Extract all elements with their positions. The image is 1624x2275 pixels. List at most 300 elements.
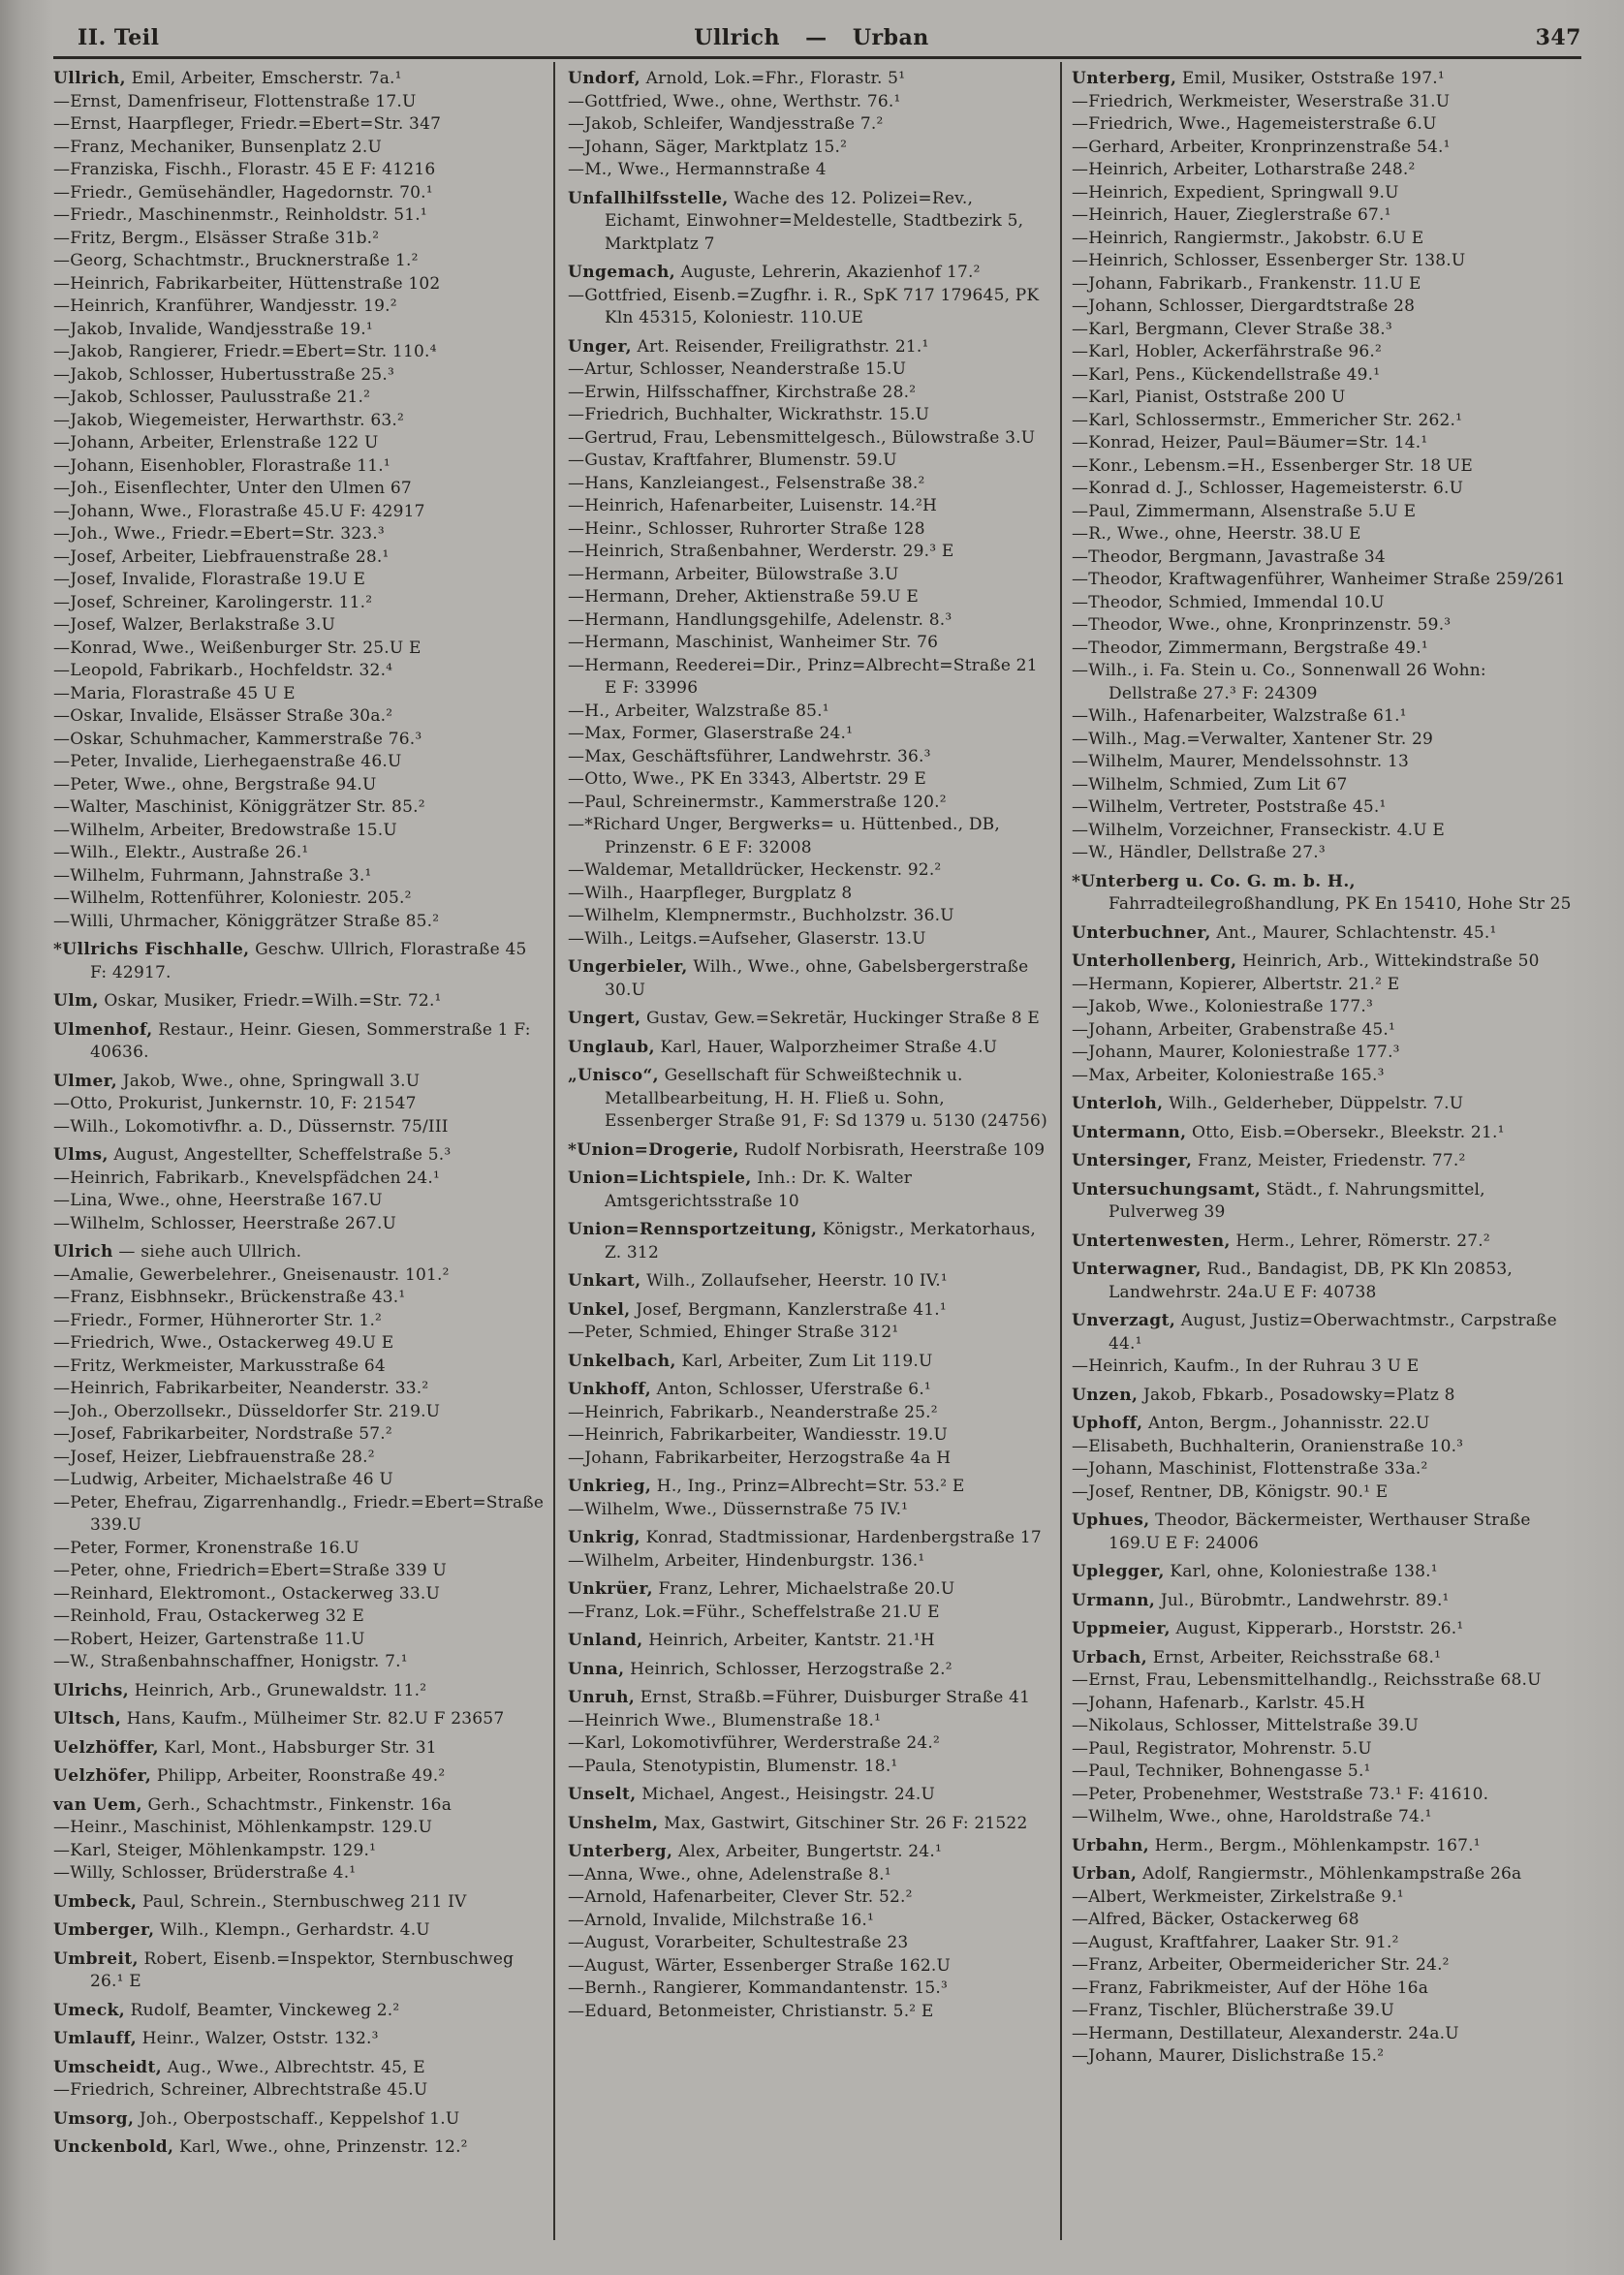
directory-entry: Union=Lichtspiele, Inh.: Dr. K. Walter Amtsgerichtsstraße 10	[568, 1169, 913, 1211]
directory-entry: Unselt, Michael, Angest., Heisingstr. 24.U	[568, 1785, 936, 1804]
directory-entry: —Jakob, Schleifer, Wandjesstraße 7.²	[568, 114, 884, 134]
entry-surname: Ungerbieler,	[568, 957, 688, 977]
directory-entry: Unkrig, Konrad, Stadtmissionar, Hardenbergstraße 17	[568, 1528, 1042, 1547]
entry-surname: Ulrichs,	[53, 1680, 130, 1700]
entry-surname: Uphues,	[1072, 1511, 1150, 1530]
directory-entry: —Franz, Mechaniker, Bunsenplatz 2.U	[53, 137, 382, 157]
directory-entry: —Heinrich, Fabrikarbeiter, Hüttenstraße 102	[53, 273, 441, 294]
directory-entry: —Johann, Maurer, Dislichstraße 15.²	[1072, 2046, 1385, 2066]
directory-entry: —Artur, Schlosser, Neanderstraße 15.U	[568, 359, 907, 379]
directory-entry: —Karl, Lokomotivführer, Werderstraße 24.²	[568, 1733, 940, 1753]
directory-entry: Untersuchungsamt, Städt., f. Nahrungsmittel, Pulverweg 39	[1072, 1179, 1485, 1222]
directory-entry: Uelzhöfer, Philipp, Arbeiter, Roonstraße 49.²	[53, 1766, 446, 1786]
directory-entry: Unterwagner, Rud., Bandagist, DB, PK Kln 20853, Landwehrstr. 24a.U E F: 40738	[1072, 1260, 1513, 1302]
directory-entry: —Theodor, Bergmann, Javastraße 34	[1072, 546, 1386, 567]
directory-entry: Ullrich, Emil, Arbeiter, Emscherstr. 7a.¹	[53, 69, 402, 88]
directory-entry: —Friedrich, Buchhalter, Wickrathstr. 15.U	[568, 405, 930, 424]
directory-entry: —Ernst, Haarpfleger, Friedr.=Ebert=Str. 347	[53, 114, 442, 134]
entry-surname: Unterloh,	[1072, 1094, 1164, 1113]
directory-entry: —Heinrich, Expedient, Springwall 9.U	[1072, 182, 1399, 203]
directory-entry: —Johann, Säger, Marktplatz 15.²	[568, 137, 848, 157]
directory-entry: —Josef, Invalide, Florastraße 19.U E	[53, 570, 366, 589]
directory-entry: Uplegger, Karl, ohne, Koloniestraße 138.¹	[1072, 1562, 1438, 1581]
directory-entry: —Heinrich, Fabrikarb., Knevelspfädchen 24.¹	[53, 1168, 441, 1188]
directory-entry: —H., Arbeiter, Walzstraße 85.¹	[568, 701, 829, 721]
directory-entry: —Albert, Werkmeister, Zirkelstraße 9.¹	[1072, 1886, 1404, 1907]
entry-surname: Ulms,	[53, 1145, 109, 1165]
directory-entry: —Paul, Techniker, Bohnengasse 5.¹	[1072, 1761, 1371, 1781]
directory-entry: —Wilhelm, Vertreter, Poststraße 45.¹	[1072, 797, 1387, 817]
directory-entry: —Wilhelm, Wwe., Düssernstraße 75 IV.¹	[568, 1499, 909, 1519]
directory-entry: —Gerhard, Arbeiter, Kronprinzenstraße 54.¹	[1072, 137, 1451, 157]
directory-entry: —Friedr., Former, Hühnerorter Str. 1.²	[53, 1310, 383, 1330]
directory-entry: —Wilh., Leitgs.=Aufseher, Glaserstr. 13.U	[568, 928, 926, 949]
directory-entry: Ulm, Oskar, Musiker, Friedr.=Wilh.=Str. 72.¹	[53, 991, 442, 1011]
directory-entry: —Anna, Wwe., ohne, Adelenstraße 8.¹	[568, 1864, 891, 1885]
directory-entry: Ungerbieler, Wilh., Wwe., ohne, Gabelsbergerstraße 30.U	[568, 957, 1029, 1000]
directory-entry: Unkelbach, Karl, Arbeiter, Zum Lit 119.U	[568, 1351, 933, 1371]
directory-entry: Unterberg, Emil, Musiker, Oststraße 197.¹	[1072, 69, 1445, 88]
directory-entry: —Oskar, Schuhmacher, Kammerstraße 76.³	[53, 729, 422, 749]
directory-entry: —Paula, Stenotypistin, Blumenstr. 18.¹	[568, 1756, 898, 1776]
entry-surname: Union=Lichtspiele,	[568, 1169, 752, 1188]
entry-surname: Umsorg,	[53, 2108, 135, 2129]
entry-surname: *Ullrichs Fischhalle,	[53, 940, 250, 959]
entry-surname: Ullrich,	[53, 69, 126, 88]
directory-entry: —Jakob, Wwe., Koloniestraße 177.³	[1072, 997, 1373, 1016]
directory-entry: —Willi, Uhrmacher, Königgrätzer Straße 85.²	[53, 911, 440, 931]
directory-entry: —Robert, Heizer, Gartenstraße 11.U	[53, 1629, 365, 1649]
directory-entry: —Johann, Arbeiter, Grabenstraße 45.¹	[1072, 1019, 1396, 1040]
directory-entry: —Gottfried, Eisenb.=Zugfhr. i. R., SpK 717 179645, PK Kln 45315, Koloniestr. 110.UE	[568, 285, 1040, 327]
directory-entry: —Eduard, Betonmeister, Christianstr. 5.² E	[568, 2001, 934, 2021]
directory-entry: —Arnold, Hafenarbeiter, Clever Str. 52.²	[568, 1887, 913, 1907]
directory-entry: Uphues, Theodor, Bäckermeister, Werthauser Straße 169.U E F: 24006	[1072, 1511, 1531, 1553]
directory-entry: Unterloh, Wilh., Gelderheber, Düppelstr. 7.U	[1072, 1094, 1464, 1113]
directory-entry: —Josef, Rentner, DB, Königstr. 90.¹ E	[1072, 1481, 1389, 1502]
entry-surname: Unterbuchner,	[1072, 922, 1211, 943]
directory-entry: —Johann, Arbeiter, Erlenstraße 122 U	[53, 433, 379, 452]
directory-entry: —Karl, Pianist, Oststraße 200 U	[1072, 388, 1346, 407]
entry-surname: Ulm,	[53, 991, 99, 1011]
directory-entry: —Josef, Heizer, Liebfrauenstraße 28.²	[53, 1447, 375, 1467]
directory-entry: —Heinrich, Kaufm., In der Ruhrau 3 U E	[1072, 1356, 1420, 1376]
directory-entry: —Gustav, Kraftfahrer, Blumenstr. 59.U	[568, 451, 897, 470]
entry-surname: Untermann,	[1072, 1122, 1187, 1142]
directory-entry: Unterberg, Alex, Arbeiter, Bungertstr. 24.¹	[568, 1842, 942, 1861]
directory-entry: —Johann, Maschinist, Flottenstraße 33a.²	[1072, 1459, 1428, 1479]
directory-entry: —Wilh., Lokomotivfhr. a. D., Düssernstr. 75/III	[53, 1116, 449, 1137]
directory-entry: —Friedr., Gemüsehändler, Hagedornstr. 70.¹	[53, 182, 433, 203]
directory-entry: —August, Kraftfahrer, Laaker Str. 91.²	[1072, 1932, 1399, 1952]
directory-entry: Undorf, Arnold, Lok.=Fhr., Florastr. 5¹	[568, 69, 906, 88]
directory-entry: —Heinrich, Arbeiter, Lotharstraße 248.²	[1072, 160, 1416, 179]
directory-entry: —Willy, Schlosser, Brüderstraße 4.¹	[53, 1863, 357, 1883]
directory-entry: —Konrad, Wwe., Weißenburger Str. 25.U E	[53, 638, 422, 658]
entry-surname: Ungert,	[568, 1009, 641, 1028]
directory-entry: —Jakob, Schlosser, Paulusstraße 21.²	[53, 388, 371, 407]
directory-entry: —Karl, Steiger, Möhlenkampstr. 129.¹	[53, 1840, 377, 1860]
directory-entry: —Friedr., Maschinenmstr., Reinholdstr. 51.¹	[53, 205, 427, 225]
directory-entry: Union=Rennsportzeitung, Königstr., Merkatorhaus, Z. 312	[568, 1220, 1036, 1262]
entry-surname: Uplegger,	[1072, 1562, 1165, 1581]
directory-entry: —Hermann, Arbeiter, Bülowstraße 3.U	[568, 564, 899, 584]
directory-entry: —Johann, Maurer, Koloniestraße 177.³	[1072, 1043, 1400, 1062]
directory-entry: —Oskar, Invalide, Elsässer Straße 30a.²	[53, 706, 393, 726]
entry-surname: Unglaub,	[568, 1037, 655, 1057]
directory-entry: —Karl, Schlossermstr., Emmericher Str. 262.¹	[1072, 410, 1463, 430]
column-divider-1	[553, 62, 555, 2240]
directory-entry: —Peter, Probenehmer, Weststraße 73.¹ F: 41610.	[1072, 1784, 1489, 1804]
directory-entry: —Theodor, Kraftwagenführer, Wanheimer Straße 259/261	[1072, 570, 1566, 589]
directory-entry: Unterhollenberg, Heinrich, Arb., Wittekindstraße 50	[1072, 951, 1540, 971]
directory-entry: Urbahn, Herm., Bergm., Möhlenkampstr. 167.¹	[1072, 1835, 1481, 1855]
directory-entry: Uphoff, Anton, Bergm., Johannisstr. 22.U	[1072, 1414, 1430, 1433]
directory-entry: Unkhoff, Anton, Schlosser, Uferstraße 6.¹	[568, 1380, 931, 1399]
entry-surname: Unna,	[568, 1659, 625, 1679]
directory-entry: Uppmeier, August, Kipperarb., Horststr. 26.¹	[1072, 1619, 1464, 1638]
directory-entry: *Ullrichs Fischhalle, Geschw. Ullrich, Florastraße 45 F: 42917.	[53, 940, 527, 982]
directory-entry: —Nikolaus, Schlosser, Mittelstraße 39.U	[1072, 1716, 1420, 1735]
directory-entry: —Heinrich, Fabrikarb., Neanderstraße 25.²	[568, 1402, 938, 1422]
directory-entry: —Josef, Schreiner, Karolingerstr. 11.²	[53, 592, 373, 612]
entry-surname: Untersuchungsamt,	[1072, 1179, 1262, 1200]
entry-surname: Unzen,	[1072, 1385, 1139, 1405]
entry-surname: Urbahn,	[1072, 1835, 1150, 1855]
entry-surname: Unselt,	[568, 1785, 637, 1804]
entry-surname: Unkrüer,	[568, 1579, 653, 1599]
directory-entry: —Peter, Ehefrau, Zigarrenhandlg., Friedr.=Ebert=Straße 339.U	[53, 1492, 545, 1535]
directory-entry: —Max, Arbeiter, Koloniestraße 165.³	[1072, 1065, 1385, 1085]
entry-surname: Umbreit,	[53, 1948, 139, 1969]
directory-entry: Umbeck, Paul, Schrein., Sternbuschweg 211 IV	[53, 1891, 467, 1912]
directory-entry: Uelzhöffer, Karl, Mont., Habsburger Str. 31	[53, 1737, 437, 1758]
entry-surname: Unshelm,	[568, 1813, 659, 1833]
directory-entry: Unruh, Ernst, Straßb.=Führer, Duisburger Straße 41	[568, 1688, 1031, 1707]
directory-entry: Untertenwesten, Herm., Lehrer, Römerstr. 27.²	[1072, 1231, 1490, 1251]
directory-entry: —Josef, Walzer, Berlakstraße 3.U	[53, 615, 336, 635]
directory-entry: —Franziska, Fischh., Florastr. 45 E F: 41216	[53, 160, 436, 179]
directory-entry: Unger, Art. Reisender, Freiligrathstr. 21.¹	[568, 336, 929, 357]
directory-entry: Unglaub, Karl, Hauer, Walporzheimer Straße 4.U	[568, 1037, 998, 1057]
directory-entry: —Wilhelm, Rottenführer, Koloniestr. 205.²	[53, 888, 412, 908]
directory-entry: —Paul, Zimmermann, Alsenstraße 5.U E	[1072, 501, 1417, 521]
directory-entry: —W., Händler, Dellstraße 27.³	[1072, 843, 1326, 862]
directory-entry: —Karl, Pens., Kückendellstraße 49.¹	[1072, 364, 1381, 385]
directory-entry: —Heinrich, Straßenbahner, Werderstr. 29.³ E	[568, 542, 954, 561]
directory-entry: —Konr., Lebensm.=H., Essenberger Str. 18 UE	[1072, 455, 1473, 476]
directory-entry: —Konrad, Heizer, Paul=Bäumer=Str. 14.¹	[1072, 433, 1428, 452]
entry-surname: Unkrig,	[568, 1528, 640, 1547]
directory-entry: Unkrüer, Franz, Lehrer, Michaelstraße 20.U	[568, 1579, 955, 1599]
directory-entry: Ungert, Gustav, Gew.=Sekretär, Huckinger Straße 8 E	[568, 1009, 1040, 1028]
directory-entry: —*Richard Unger, Bergwerks= u. Hüttenbed., DB, Prinzenstr. 6 E F: 32008	[568, 815, 1000, 857]
directory-entry: —Karl, Hobler, Ackerfährstraße 96.²	[1072, 342, 1382, 361]
directory-entry: —August, Vorarbeiter, Schultestraße 23	[568, 1933, 909, 1952]
directory-entry: —Alfred, Bäcker, Ostackerweg 68	[1072, 1910, 1359, 1929]
entry-surname: Ulmenhof,	[53, 1019, 153, 1040]
directory-entry: Umscheidt, Aug., Wwe., Albrechtstr. 45, E	[53, 2057, 425, 2077]
entry-surname: Umlauff,	[53, 2029, 138, 2048]
directory-entry: Unterbuchner, Ant., Maurer, Schlachtenstr. 45.¹	[1072, 922, 1497, 943]
directory-entry: Unkel, Josef, Bergmann, Kanzlerstraße 41.¹	[568, 1299, 947, 1320]
entry-surname: Urban,	[1072, 1864, 1138, 1884]
directory-entry: —Ernst, Frau, Lebensmittelhandlg., Reichsstraße 68.U	[1072, 1670, 1542, 1690]
directory-entry: Ulmenhof, Restaur., Heinr. Giesen, Sommerstraße 1 F: 40636.	[53, 1019, 531, 1062]
directory-entry: —Heinrich, Hafenarbeiter, Luisenstr. 14.²H	[568, 496, 938, 515]
entry-surname: Untertenwesten,	[1072, 1231, 1231, 1251]
entry-surname: Unterberg,	[1072, 69, 1177, 88]
directory-entry: —Peter, Invalide, Lierhegaenstraße 46.U	[53, 752, 402, 771]
directory-entry: —Jakob, Wiegemeister, Herwarthstr. 63.²	[53, 410, 404, 430]
directory-entry: —Maria, Florastraße 45 U E	[53, 683, 296, 703]
directory-entry: —Wilhelm, Klempnermstr., Buchholzstr. 36.U	[568, 906, 954, 925]
directory-entry: —Wilh., Elektr., Austraße 26.¹	[53, 843, 309, 862]
entry-surname: „Unisco“,	[568, 1066, 659, 1085]
entry-surname: Ulrich	[53, 1242, 113, 1262]
entry-surname: *Union=Drogerie,	[568, 1139, 739, 1160]
directory-entry: —Heinr., Schlosser, Ruhrorter Straße 128	[568, 518, 925, 539]
directory-entry: —Hermann, Dreher, Aktienstraße 59.U E	[568, 587, 919, 607]
directory-entry: —Ernst, Damenfriseur, Flottenstraße 17.U	[53, 91, 417, 111]
directory-entry: —Elisabeth, Buchhalterin, Oranienstraße 10.³	[1072, 1436, 1464, 1456]
directory-entry: —Friedrich, Wwe., Ostackerweg 49.U E	[53, 1333, 394, 1353]
directory-entry: —Franz, Tischler, Blücherstraße 39.U	[1072, 2001, 1395, 2020]
directory-entry: —Johann, Schlosser, Diergardtstraße 28	[1072, 296, 1416, 316]
directory-entry: —Otto, Wwe., PK En 3343, Albertstr. 29 E	[568, 769, 926, 789]
directory-entry: Umsorg, Joh., Oberpostschaff., Keppelshof 1.U	[53, 2108, 460, 2129]
entry-surname: Unckenbold,	[53, 2137, 174, 2157]
directory-entry: —Paul, Schreinermstr., Kammerstraße 120.²	[568, 792, 947, 812]
directory-entry: —Karl, Bergmann, Clever Straße 38.³	[1072, 319, 1392, 339]
directory-entry: —August, Wärter, Essenberger Straße 162.U	[568, 1955, 951, 1976]
entry-surname: Undorf,	[568, 69, 641, 88]
directory-entry: —Wilh., Hafenarbeiter, Walzstraße 61.¹	[1072, 706, 1407, 726]
directory-entry: —Peter, Schmied, Ehinger Straße 312¹	[568, 1323, 899, 1342]
directory-entry: Unkart, Wilh., Zollaufseher, Heerstr. 10 IV.¹	[568, 1271, 948, 1291]
directory-entry: Urbach, Ernst, Arbeiter, Reichsstraße 68.¹	[1072, 1647, 1442, 1667]
directory-entry: —Reinhold, Frau, Ostackerweg 32 E	[53, 1606, 364, 1626]
directory-entry: *Unterberg u. Co. G. m. b. H., Fahrradteilegroßhandlung, PK En 15410, Hohe Str 25	[1072, 871, 1572, 914]
directory-entry: —R., Wwe., ohne, Heerstr. 38.U E	[1072, 524, 1361, 544]
header-rule	[53, 56, 1581, 59]
directory-entry: Untersinger, Franz, Meister, Friedenstr. 77.²	[1072, 1151, 1466, 1170]
directory-entry: —Theodor, Zimmermann, Bergstraße 49.¹	[1072, 638, 1428, 658]
directory-entry: —Max, Geschäftsführer, Landwehrstr. 36.³	[568, 746, 931, 766]
directory-entry: —Waldemar, Metalldrücker, Heckenstr. 92.²	[568, 860, 942, 880]
directory-entry: —Peter, ohne, Friedrich=Ebert=Straße 339 U	[53, 1561, 447, 1580]
directory-entry: —Jakob, Invalide, Wandjesstraße 19.¹	[53, 319, 373, 339]
directory-entry: —Johann, Fabrikarb., Frankenstr. 11.U E	[1072, 273, 1421, 294]
directory-entry: Umeck, Rudolf, Beamter, Vinckeweg 2.²	[53, 2000, 400, 2020]
directory-entry: —Hermann, Kopierer, Albertstr. 21.² E	[1072, 974, 1400, 994]
directory-entry: —Fritz, Werkmeister, Markusstraße 64	[53, 1356, 386, 1376]
directory-entry: —Friedrich, Wwe., Hagemeisterstraße 6.U	[1072, 114, 1437, 134]
entry-surname: Umeck,	[53, 2000, 126, 2020]
entry-surname: Uelzhöfer,	[53, 1766, 152, 1786]
entry-surname: Unverzagt,	[1072, 1311, 1176, 1330]
directory-entry: Umbreit, Robert, Eisenb.=Inspektor, Sternbuschweg 26.¹ E	[53, 1948, 515, 1991]
directory-column-2	[568, 62, 1052, 2023]
entry-surname: Uelzhöffer,	[53, 1737, 159, 1758]
directory-entry: —Wilh., Haarpfleger, Burgplatz 8	[568, 883, 853, 903]
directory-entry: —M., Wwe., Hermannstraße 4	[568, 160, 827, 179]
directory-entry: Ultsch, Hans, Kaufm., Mülheimer Str. 82.U F 23657	[53, 1709, 505, 1729]
directory-entry: Ulrichs, Heinrich, Arb., Grunewaldstr. 11.²	[53, 1680, 427, 1700]
directory-entry: Unzen, Jakob, Fbkarb., Posadowsky=Platz 8	[1072, 1385, 1455, 1405]
directory-entry: Ulmer, Jakob, Wwe., ohne, Springwall 3.U	[53, 1071, 421, 1091]
directory-entry: —Ludwig, Arbeiter, Michaelstraße 46 U	[53, 1470, 393, 1489]
directory-entry: Unfallhilfsstelle, Wache des 12. Polizei=Rev., Eichamt, Einwohner=Meldestelle, Stadtbezirk 5, Marktplatz 7	[568, 188, 1024, 254]
directory-entry: —Heinrich Wwe., Blumenstraße 18.¹	[568, 1710, 882, 1730]
directory-entry: —Hermann, Destillateur, Alexanderstr. 24a.U	[1072, 2023, 1459, 2043]
directory-entry: —Max, Former, Glaserstraße 24.¹	[568, 724, 854, 743]
directory-entry: —Peter, Former, Kronenstraße 16.U	[53, 1538, 359, 1558]
directory-entry: —Walter, Maschinist, Königgrätzer Str. 85.²	[53, 797, 425, 817]
directory-entry: Unkrieg, H., Ing., Prinz=Albrecht=Str. 53.² E	[568, 1477, 965, 1496]
directory-entry: —Amalie, Gewerbelehrer., Gneisenaustr. 101.²	[53, 1264, 450, 1285]
directory-entry: —Franz, Eisbhnsekr., Brückenstraße 43.¹	[53, 1288, 406, 1307]
directory-entry: —Johann, Hafenarb., Karlstr. 45.H	[1072, 1693, 1365, 1713]
directory-entry: —Otto, Prokurist, Junkernstr. 10, F: 21547	[53, 1094, 417, 1113]
directory-entry: Urban, Adolf, Rangiermstr., Möhlenkampstraße 26a	[1072, 1864, 1522, 1884]
directory-entry: —Hermann, Handlungsgehilfe, Adelenstr. 8.³	[568, 609, 953, 630]
directory-entry: —Lina, Wwe., ohne, Heerstraße 167.U	[53, 1191, 383, 1210]
directory-column-3	[1072, 62, 1577, 2069]
header-name-range: Ullrich — Urban	[694, 25, 929, 50]
directory-entry: —Wilhelm, Wwe., ohne, Haroldstraße 74.¹	[1072, 1807, 1432, 1826]
directory-entry: —Gottfried, Wwe., ohne, Werthstr. 76.¹	[568, 91, 901, 111]
directory-entry: *Union=Drogerie, Rudolf Norbisrath, Heerstraße 109	[568, 1139, 1046, 1160]
directory-entry: —Joh., Wwe., Friedr.=Ebert=Str. 323.³	[53, 524, 385, 544]
entry-surname: *Unterberg u. Co. G. m. b. H.,	[1072, 871, 1356, 891]
directory-entry: —Friedrich, Schreiner, Albrechtstraße 45.U	[53, 2080, 428, 2100]
entry-surname: Unkelbach,	[568, 1351, 676, 1371]
entry-surname: Unkrieg,	[568, 1477, 652, 1496]
directory-entry: —Peter, Wwe., ohne, Bergstraße 94.U	[53, 774, 377, 795]
directory-entry: —Erwin, Hilfsschaffner, Kirchstraße 28.²	[568, 382, 917, 402]
entry-surname: Urbach,	[1072, 1647, 1148, 1667]
directory-entry: „Unisco“, Gesellschaft für Schweißtechnik u. Metallbearbeitung, H. H. Fließ u. Sohn, Essenberger Straße 91, F: Sd 1379 u. 5130 (24756)	[568, 1066, 1047, 1131]
directory-entry: —Jakob, Schlosser, Hubertusstraße 25.³	[53, 364, 394, 385]
directory-entry: —Joh., Eisenflechter, Unter den Ulmen 67	[53, 479, 412, 498]
directory-entry: —Wilhelm, Arbeiter, Bredowstraße 15.U	[53, 820, 397, 840]
directory-entry: —Reinhard, Elektromont., Ostackerweg 33.U	[53, 1583, 440, 1604]
directory-entry: —Josef, Arbeiter, Liebfrauenstraße 28.¹	[53, 546, 390, 567]
directory-entry: —Wilhelm, Vorzeichner, Franseckistr. 4.U E	[1072, 820, 1445, 840]
entry-surname: Unkhoff,	[568, 1380, 652, 1399]
directory-entry: —Hans, Kanzleiangest., Felsenstraße 38.²	[568, 473, 925, 493]
entry-surname: Umberger,	[53, 1920, 155, 1940]
directory-entry: —Franz, Fabrikmeister, Auf der Höhe 16a	[1072, 1978, 1429, 1998]
entry-surname: Unterwagner,	[1072, 1260, 1202, 1279]
entry-surname: Unger,	[568, 336, 632, 357]
entry-surname: Urmann,	[1072, 1590, 1156, 1610]
directory-entry: —Leopold, Fabrikarb., Hochfeldstr. 32.⁴	[53, 661, 393, 680]
entry-surname: Union=Rennsportzeitung,	[568, 1220, 818, 1239]
directory-entry: Urmann, Jul., Bürobmtr., Landwehrstr. 89.¹	[1072, 1590, 1450, 1610]
directory-entry: —Heinrich, Fabrikarbeiter, Wandiesstr. 19.U	[568, 1425, 949, 1445]
directory-entry: Ungemach, Auguste, Lehrerin, Akazienhof 17.²	[568, 263, 981, 282]
directory-entry: —Heinrich, Kranführer, Wandjesstr. 19.²	[53, 296, 397, 316]
directory-entry: —Franz, Arbeiter, Obermeidericher Str. 24.²	[1072, 1955, 1450, 1975]
directory-entry: —Gertrud, Frau, Lebensmittelgesch., Bülowstraße 3.U	[568, 427, 1036, 448]
entry-surname: Untersinger,	[1072, 1151, 1193, 1170]
directory-entry: —Konrad d. J., Schlosser, Hagemeisterstr. 6.U	[1072, 479, 1464, 498]
directory-entry: —Wilhelm, Arbeiter, Hindenburgstr. 136.¹	[568, 1550, 925, 1571]
entry-surname: Unkel,	[568, 1299, 631, 1320]
directory-entry: Unshelm, Max, Gastwirt, Gitschiner Str. 26 F: 21522	[568, 1813, 1028, 1833]
entry-surname: Unfallhilfsstelle,	[568, 188, 729, 208]
header-section-label: II. Teil	[78, 25, 160, 50]
directory-entry: —Wilh., Mag.=Verwalter, Xantener Str. 29	[1072, 729, 1434, 749]
directory-entry: —Arnold, Invalide, Milchstraße 16.¹	[568, 1910, 874, 1930]
directory-entry: —Wilhelm, Schlosser, Heerstraße 267.U	[53, 1213, 397, 1233]
directory-entry: —Hermann, Reederei=Dir., Prinz=Albrecht=Straße 21 E F: 33996	[568, 655, 1038, 698]
entry-surname: Ultsch,	[53, 1709, 122, 1729]
directory-entry: —Theodor, Schmied, Immendal 10.U	[1072, 592, 1385, 612]
directory-entry: Unland, Heinrich, Arbeiter, Kantstr. 21.¹H	[568, 1631, 935, 1650]
directory-entry: Unverzagt, August, Justiz=Oberwachtmstr., Carpstraße 44.¹	[1072, 1311, 1557, 1354]
entry-surname: van Uem,	[53, 1794, 142, 1815]
directory-entry: —Johann, Wwe., Florastraße 45.U F: 42917	[53, 501, 425, 521]
directory-entry: —Joh., Oberzollsekr., Düsseldorfer Str. 219.U	[53, 1401, 441, 1421]
entry-surname: Unterberg,	[568, 1842, 673, 1861]
entry-surname: Uphoff,	[1072, 1414, 1143, 1433]
directory-entry: —W., Straßenbahnschaffner, Honigstr. 7.¹	[53, 1652, 408, 1671]
directory-entry: —Friedrich, Werkmeister, Weserstraße 31.U	[1072, 91, 1451, 111]
directory-entry: —Heinrich, Rangiermstr., Jakobstr. 6.U E	[1072, 228, 1424, 248]
directory-entry: —Wilhelm, Maurer, Mendelssohnstr. 13	[1072, 752, 1409, 771]
directory-entry: Ulrich — siehe auch Ullrich.	[53, 1242, 302, 1262]
directory-entry: Ulms, August, Angestellter, Scheffelstraße 5.³	[53, 1145, 452, 1165]
entry-surname: Unkart,	[568, 1271, 641, 1291]
directory-entry: —Hermann, Maschinist, Wanheimer Str. 76	[568, 633, 939, 652]
directory-entry: —Josef, Fabrikarbeiter, Nordstraße 57.²	[53, 1424, 392, 1444]
directory-entry: Unna, Heinrich, Schlosser, Herzogstraße 2.²	[568, 1659, 953, 1679]
entry-surname: Ulmer,	[53, 1071, 118, 1091]
directory-entry: —Heinrich, Hauer, Zieglerstraße 67.¹	[1072, 205, 1391, 225]
directory-entry: van Uem, Gerh., Schachtmstr., Finkenstr. 16a	[53, 1794, 453, 1815]
directory-column-1	[53, 62, 546, 2160]
page-number: 347	[1535, 25, 1581, 50]
directory-entry: —Paul, Registrator, Mohrenstr. 5.U	[1072, 1738, 1372, 1759]
directory-entry: —Theodor, Wwe., ohne, Kronprinzenstr. 59.³	[1072, 615, 1452, 635]
entry-surname: Umbeck,	[53, 1891, 138, 1912]
directory-entry: Untermann, Otto, Eisb.=Obersekr., Bleekstr. 21.¹	[1072, 1122, 1505, 1142]
entry-surname: Uppmeier,	[1072, 1619, 1171, 1638]
directory-entry: —Heinr., Maschinist, Möhlenkampstr. 129.U	[53, 1818, 433, 1837]
column-divider-2	[1060, 62, 1062, 2240]
entry-surname: Umscheidt,	[53, 2057, 163, 2077]
entry-surname: Unland,	[568, 1631, 643, 1650]
directory-entry: —Wilhelm, Fuhrmann, Jahnstraße 3.¹	[53, 865, 372, 886]
directory-entry: —Heinrich, Fabrikarbeiter, Neanderstr. 33.²	[53, 1379, 429, 1398]
directory-entry: —Heinrich, Schlosser, Essenberger Str. 138.U	[1072, 251, 1466, 270]
directory-entry: —Georg, Schachtmstr., Brucknerstraße 1.²	[53, 251, 419, 270]
entry-surname: Unruh,	[568, 1688, 636, 1707]
directory-entry: —Johann, Fabrikarbeiter, Herzogstraße 4a H	[568, 1448, 952, 1468]
directory-entry: Unckenbold, Karl, Wwe., ohne, Prinzenstr. 12.²	[53, 2137, 468, 2157]
entry-surname: Ungemach,	[568, 263, 676, 282]
directory-entry: —Johann, Eisenhobler, Florastraße 11.¹	[53, 455, 390, 476]
directory-entry: —Wilh., i. Fa. Stein u. Co., Sonnenwall 26 Wohn: Dellstraße 27.³ F: 24309	[1072, 661, 1486, 703]
directory-entry: Umberger, Wilh., Klempn., Gerhardstr. 4.U	[53, 1920, 430, 1940]
directory-entry: —Fritz, Bergm., Elsässer Straße 31b.²	[53, 228, 380, 248]
directory-entry: —Bernh., Rangierer, Kommandantenstr. 15.³	[568, 1979, 948, 1998]
directory-entry: —Wilhelm, Schmied, Zum Lit 67	[1072, 774, 1348, 795]
entry-surname: Unterhollenberg,	[1072, 951, 1237, 971]
